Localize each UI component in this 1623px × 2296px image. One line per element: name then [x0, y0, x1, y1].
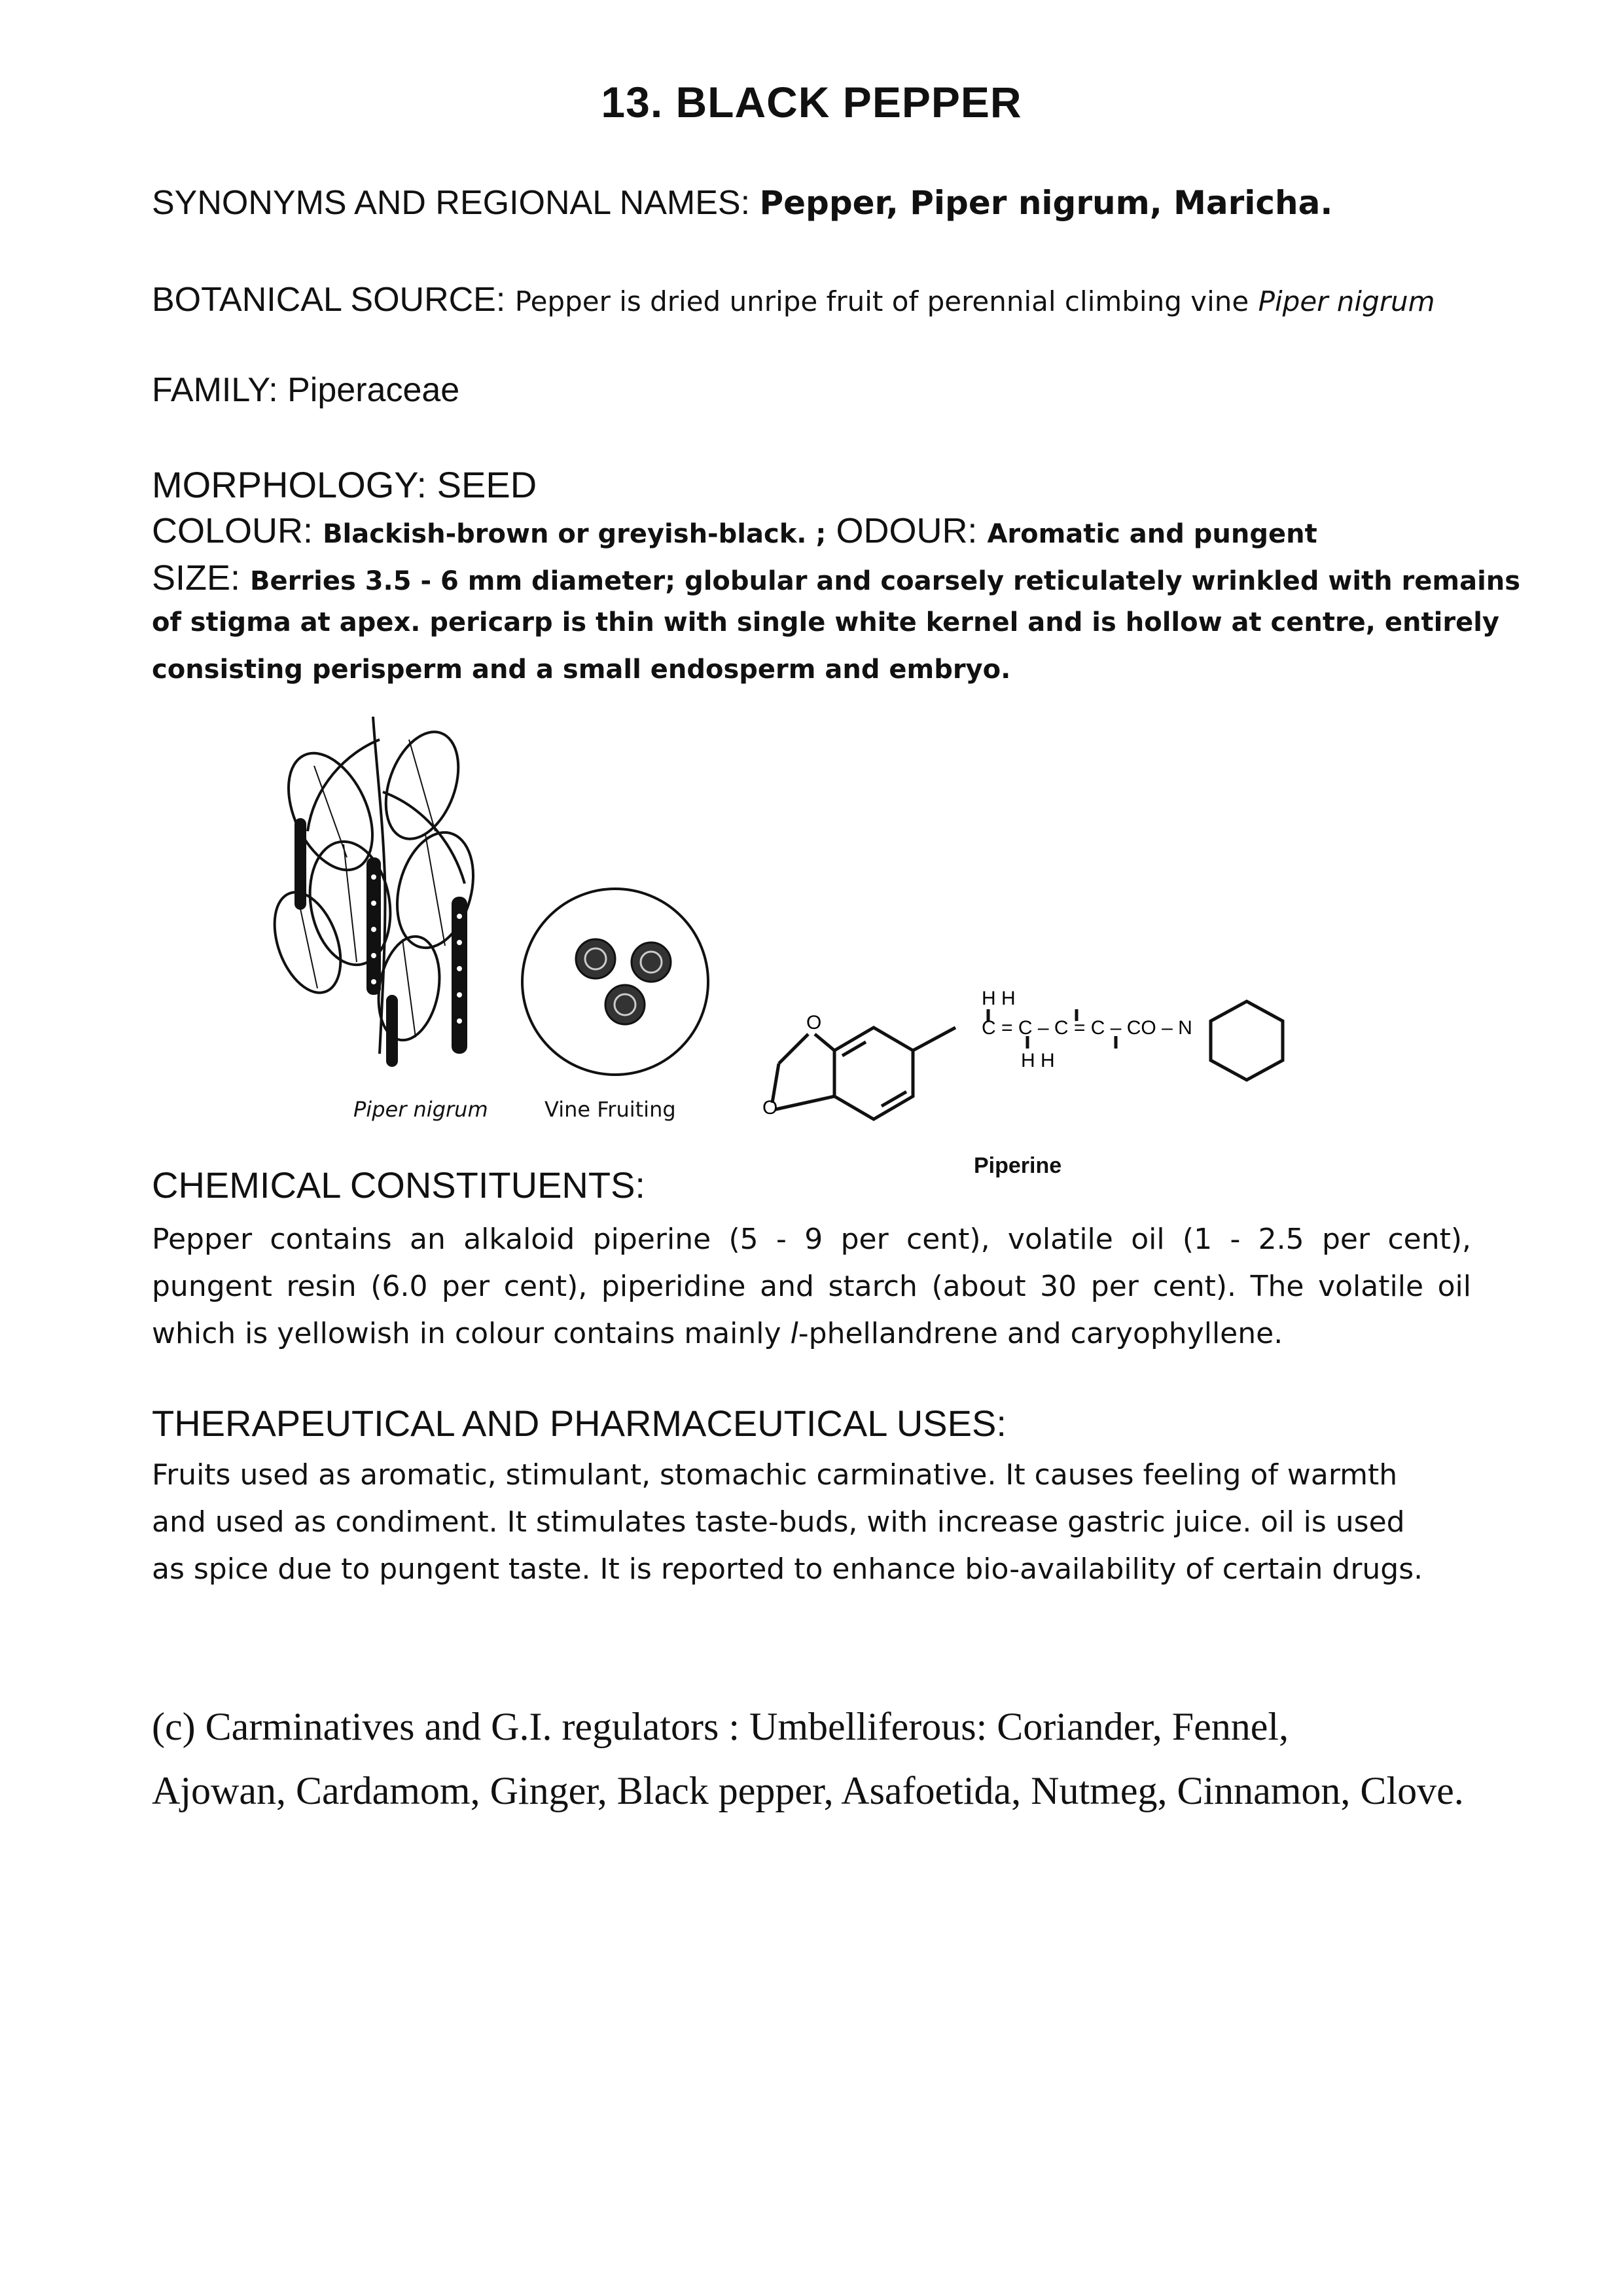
chem-top-h: H H — [982, 988, 1016, 1009]
odour-label: ODOUR: — [836, 511, 978, 550]
uses-heading: THERAPEUTICAL AND PHARMACEUTICAL USES: — [152, 1403, 1007, 1444]
family-label: FAMILY: — [152, 371, 278, 409]
size-row — [152, 558, 1520, 598]
vine-fruiting-illustration — [517, 884, 713, 1086]
botanical-label: BOTANICAL SOURCE: — [152, 281, 506, 319]
botanical-row — [152, 280, 1435, 319]
uses-line-2: and used as condiment. It stimulates taste-buds, with increase gastric juice. oil is used — [152, 1505, 1405, 1539]
colour-value: Blackish-brown or greyish-black. ; — [323, 519, 827, 549]
page-title: 13. BLACK PEPPER — [601, 78, 1022, 126]
chemical-line-3 — [152, 1310, 1283, 1357]
colour-label: COLOUR: — [152, 511, 313, 550]
morphology-heading: MORPHOLOGY: SEED — [152, 464, 537, 505]
caption-piper-nigrum: Piper nigrum — [353, 1097, 488, 1122]
uses-line-1: Fruits used as aromatic, stimulant, stomachic carminative. It causes feeling of warmth — [152, 1458, 1398, 1492]
caption-vine-fruiting: Vine Fruiting — [544, 1097, 676, 1122]
caption-piperine: Piperine — [974, 1153, 1062, 1178]
synonyms-row — [152, 183, 1332, 223]
size-label: SIZE: — [152, 558, 241, 598]
uses-line-3: as spice due to pungent taste. It is reported to enhance bio-availability of certain drugs. — [152, 1552, 1423, 1586]
ring-oxygen-1: O — [806, 1012, 822, 1033]
synonyms-value: Pepper, Piper nigrum, Maricha. — [759, 184, 1333, 222]
synonyms-label: SYNONYMS AND REGIONAL NAMES: — [152, 184, 751, 222]
chemical-line-1: Pepper contains an alkaloid piperine (5 - 9 per cent), volatile oil (1 - 2.5 per cent), — [152, 1223, 1471, 1256]
size-line-1: Berries 3.5 - 6 mm diameter; globular and coarsely reticulately wrinkled with remains — [250, 566, 1521, 596]
ring-oxygen-2: O — [762, 1097, 778, 1119]
chemical-line-3-italic: l — [790, 1317, 798, 1350]
carminatives-line-1: (c) Carminatives and G.I. regulators : Umbelliferous: Coriander, Fennel, — [152, 1705, 1289, 1748]
piper-nigrum-illustration — [268, 713, 510, 1073]
chem-chain: C = C – C = C – CO – N — [982, 1017, 1192, 1039]
botanical-species: Piper nigrum — [1258, 285, 1435, 317]
chemical-line-2: pungent resin (6.0 per cent), piperidine and starch (about 30 per cent). The volatile oil — [152, 1270, 1471, 1303]
size-line-3: consisting perisperm and a small endosperm and embryo. — [152, 655, 1011, 685]
odour-value: Aromatic and pungent — [987, 519, 1317, 549]
size-line-2: of stigma at apex. pericarp is thin with single white kernel and is hollow at centre, entirely — [152, 607, 1500, 637]
family-value: Piperaceae — [287, 371, 460, 409]
chemical-line-3-start: which is yellowish in colour contains mainly — [152, 1317, 781, 1350]
piperine-structure — [759, 969, 1329, 1139]
botanical-value: Pepper is dried unripe fruit of perennial climbing vine — [514, 285, 1249, 317]
family-row — [152, 370, 459, 410]
chem-bottom-h: H H — [1021, 1050, 1055, 1071]
carminatives-line-2: Ajowan, Cardamom, Ginger, Black pepper, Asafoetida, Nutmeg, Cinnamon, Clove. — [152, 1769, 1464, 1812]
colour-row — [152, 511, 1317, 551]
chemical-line-3-end: -phellandrene and caryophyllene. — [798, 1317, 1283, 1350]
chemical-heading: CHEMICAL CONSTITUENTS: — [152, 1164, 645, 1206]
